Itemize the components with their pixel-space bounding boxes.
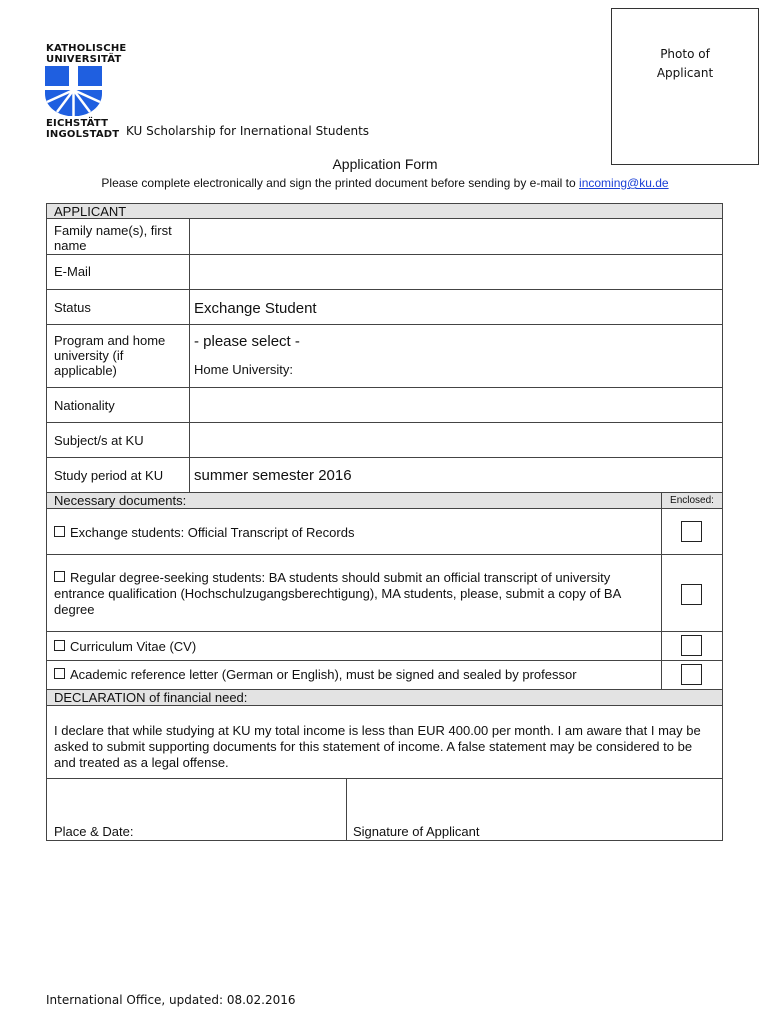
footer-note: International Office, updated: 08.02.2016 <box>46 993 296 1007</box>
photo-label-line-1: Photo of <box>660 47 710 61</box>
email-row <box>46 255 723 290</box>
declaration-text: I declare that while studying at KU my total income is less than EUR 400.00 per month. I am aware that I may be asked to submit supporting documents for this statement of income. A false statement may be considered to be and treated as a legal offense. <box>54 723 701 770</box>
document-row <box>46 661 723 690</box>
instructions <box>0 176 770 190</box>
program-label: Program and home university (if applicable) <box>47 325 190 387</box>
scholarship-subtitle: KU Scholarship for Inernational Students <box>126 124 370 138</box>
signature-field[interactable] <box>346 779 722 840</box>
document-label: Curriculum Vitae (CV) <box>70 639 197 654</box>
documents-header-label: Necessary documents: <box>54 493 187 508</box>
document-label: Academic reference letter (German or English), must be signed and sealed by professor <box>70 667 577 682</box>
university-location <box>46 118 119 140</box>
email-label: E-Mail <box>47 255 190 289</box>
subject-row <box>46 423 723 458</box>
applicant-header <box>46 203 723 219</box>
enclosed-cell <box>661 661 722 689</box>
program-row <box>46 325 723 388</box>
status-select[interactable]: Exchange Student <box>194 300 317 317</box>
name-input[interactable] <box>190 219 722 254</box>
logo-line-2: UNIVERSITÄT <box>46 54 122 65</box>
name-row <box>46 219 723 255</box>
document-item <box>54 639 654 655</box>
nationality-label: Nationality <box>47 388 190 422</box>
enclosed-checkbox[interactable] <box>681 635 702 656</box>
logo-line-4: INGOLSTADT <box>46 129 120 140</box>
university-logo-emblem <box>45 66 103 116</box>
documents-header <box>46 493 723 509</box>
email-link[interactable]: incoming@ku.de <box>579 176 669 190</box>
checkbox-icon <box>54 571 65 582</box>
email-input[interactable] <box>190 255 722 289</box>
nationality-input[interactable] <box>190 388 722 422</box>
enclosed-cell <box>661 555 722 631</box>
enclosed-checkbox[interactable] <box>681 664 702 685</box>
study-period-select[interactable]: summer semester 2016 <box>194 467 352 484</box>
checkbox-icon <box>54 526 65 537</box>
applicant-header-label: APPLICANT <box>54 204 127 219</box>
name-label: Family name(s), first name <box>47 219 190 254</box>
checkbox-icon <box>54 640 65 651</box>
document-row <box>46 555 723 632</box>
declaration-header <box>46 690 723 706</box>
checkbox-icon <box>54 668 65 679</box>
document-row <box>46 632 723 661</box>
declaration-row <box>46 706 723 779</box>
document-row <box>46 509 723 555</box>
place-date-label: Place & Date: <box>54 824 134 839</box>
nationality-row <box>46 388 723 423</box>
document-item <box>54 525 654 541</box>
status-row <box>46 290 723 325</box>
subject-input[interactable] <box>190 423 722 457</box>
subject-label: Subject/s at KU <box>47 423 190 457</box>
enclosed-cell <box>661 509 722 554</box>
enclosed-header: Enclosed: <box>661 493 722 508</box>
document-item <box>54 667 654 683</box>
enclosed-checkbox[interactable] <box>681 521 702 542</box>
form-title: Application Form <box>332 156 438 172</box>
enclosed-cell <box>661 632 722 660</box>
logo-line-1: KATHOLISCHE <box>46 43 127 54</box>
logo-line-3: EICHSTÄTT <box>46 118 109 129</box>
home-university-field[interactable]: Home University: <box>194 362 293 377</box>
study-period-label: Study period at KU <box>47 458 190 492</box>
signature-label: Signature of Applicant <box>353 824 480 839</box>
program-select[interactable]: - please select - <box>194 333 300 350</box>
declaration-header-label: DECLARATION of financial need: <box>54 690 248 705</box>
study-period-row <box>46 458 723 493</box>
photo-placeholder[interactable] <box>611 8 759 165</box>
place-date-field[interactable] <box>47 779 347 840</box>
signature-row <box>46 779 723 841</box>
document-label: Exchange students: Official Transcript of Records <box>70 525 355 540</box>
university-name-top <box>46 43 126 65</box>
document-label: Regular degree-seeking students: BA students should submit an official transcript of university entrance qualification (Hochschulzugangsberechtigung), MA students, please, submit a copy of BA degree <box>54 570 621 617</box>
photo-label-line-2: Applicant <box>656 66 714 80</box>
enclosed-checkbox[interactable] <box>681 584 702 605</box>
status-label: Status <box>47 290 190 324</box>
document-item <box>54 570 654 618</box>
instructions-text: Please complete electronically and sign the printed document before sending by e-mail to <box>101 176 576 190</box>
